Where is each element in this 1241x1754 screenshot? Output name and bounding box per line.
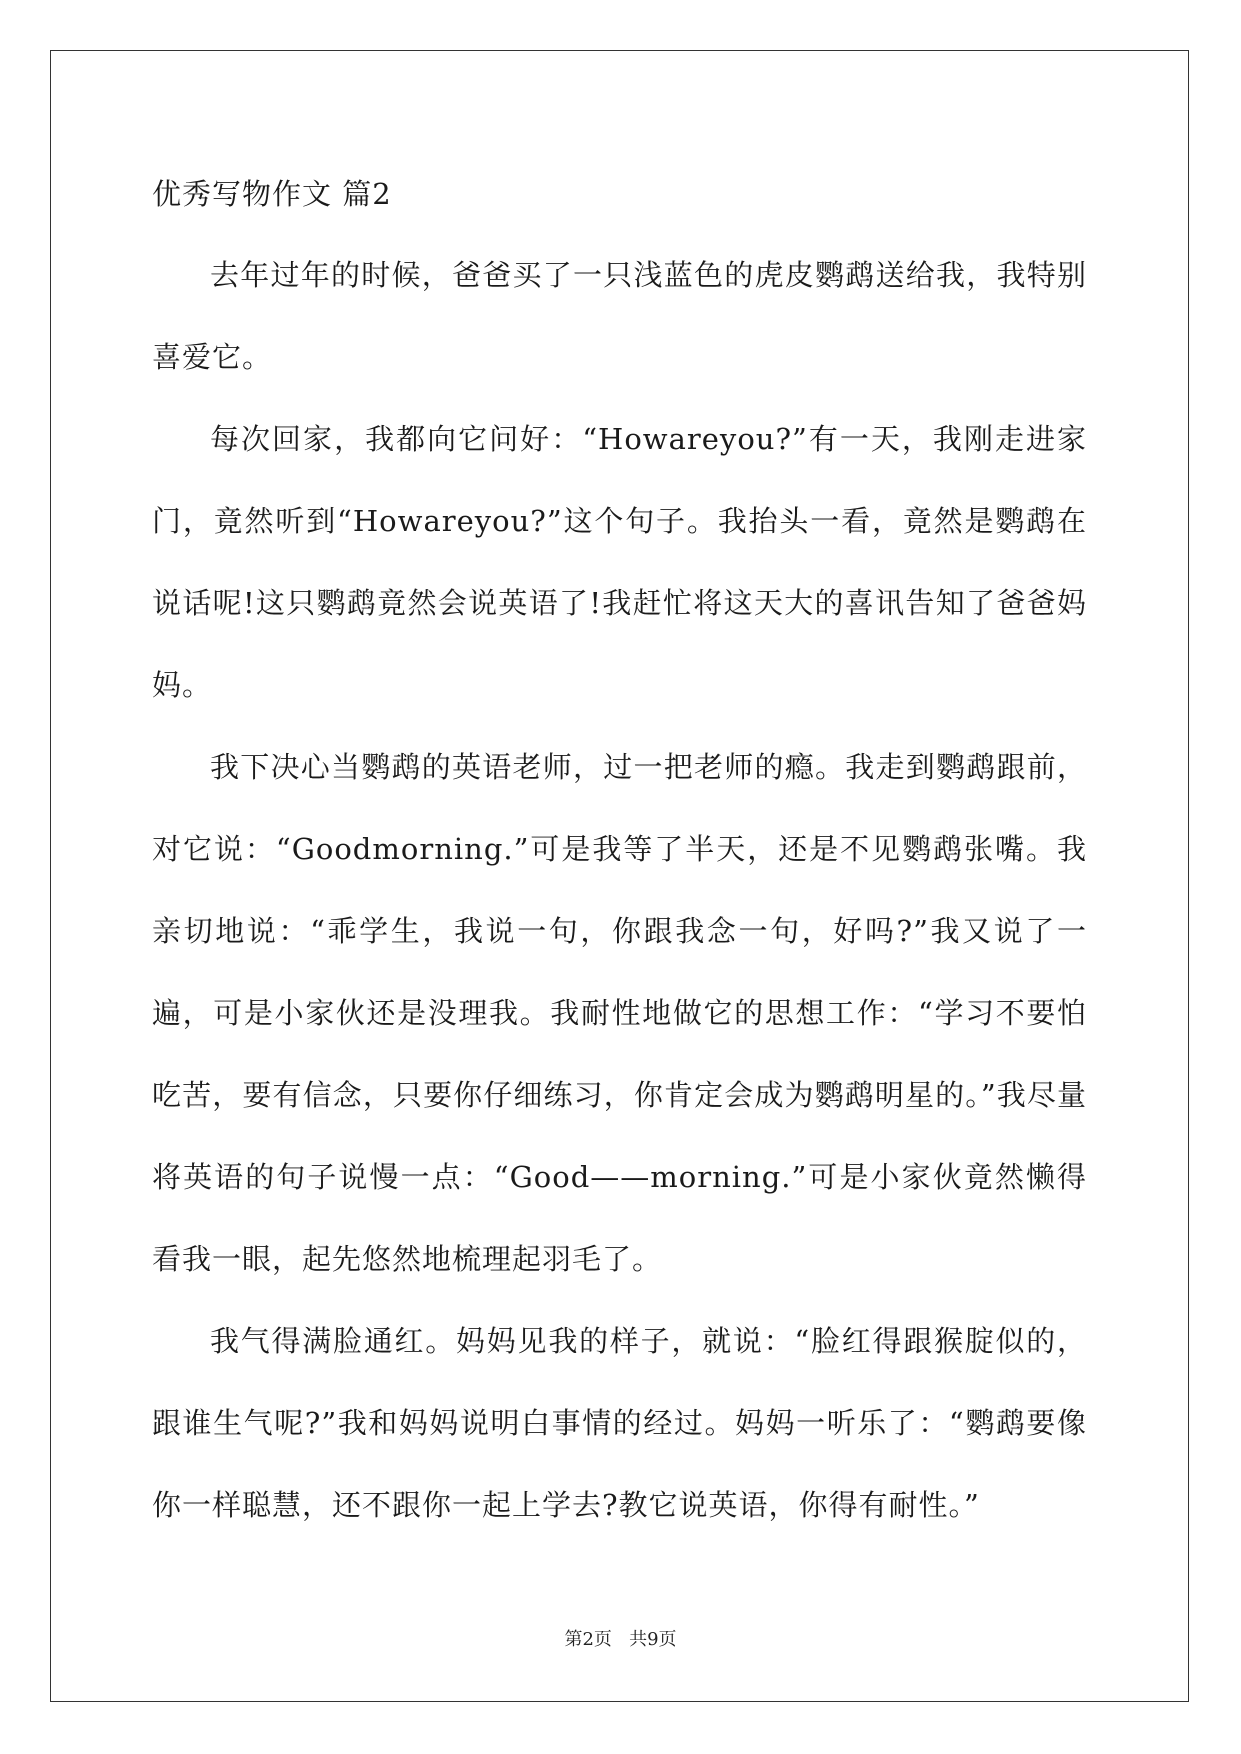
page-number: 第2页 <box>564 1629 612 1650</box>
section-heading: 优秀写物作文 篇2 <box>152 177 392 211</box>
page-total: 共9页 <box>629 1629 677 1650</box>
paragraph-3: 我下决心当鹦鹉的英语老师，过一把老师的瘾。我走到鹦鹉跟前，对它说：“Goodmorning.”可是我等了半天，还是不见鹦鹉张嘴。我亲切地说：“乖学生，我说一句，你跟我念一句，好吗?”我又说了一遍，可是小家伙还是没理我。我耐性地做它的思想工作：“学习不要怕吃苦，要有信念，只要你仔细练习，你肯定会成为鹦鹉明星的。”我尽量将英语的句子说慢一点：“Good——morning.”可是小家伙竟然懒得看我一眼，起先悠然地梳理起羽毛了。 <box>152 750 1087 1276</box>
paragraph-1: 去年过年的时候，爸爸买了一只浅蓝色的虎皮鹦鹉送给我，我特别喜爱它。 <box>152 258 1087 374</box>
paragraph-4: 我气得满脸通红。妈妈见我的样子，就说：“脸红得跟猴腚似的，跟谁生气呢?”我和妈妈说明白事情的经过。妈妈一听乐了：“鹦鹉要像你一样聪慧，还不跟你一起上学去?教它说英语，你得有耐性。” <box>152 1324 1087 1522</box>
paragraph-2: 每次回家，我都向它问好：“Howareyou?”有一天，我刚走进家门，竟然听到“Howareyou?”这个句子。我抬头一看，竟然是鹦鹉在说话呢!这只鹦鹉竟然会说英语了!我赶忙将这天大的喜讯告知了爸爸妈妈。 <box>152 422 1087 702</box>
page-footer <box>0 1625 1241 1651</box>
document-body <box>152 168 1087 1546</box>
